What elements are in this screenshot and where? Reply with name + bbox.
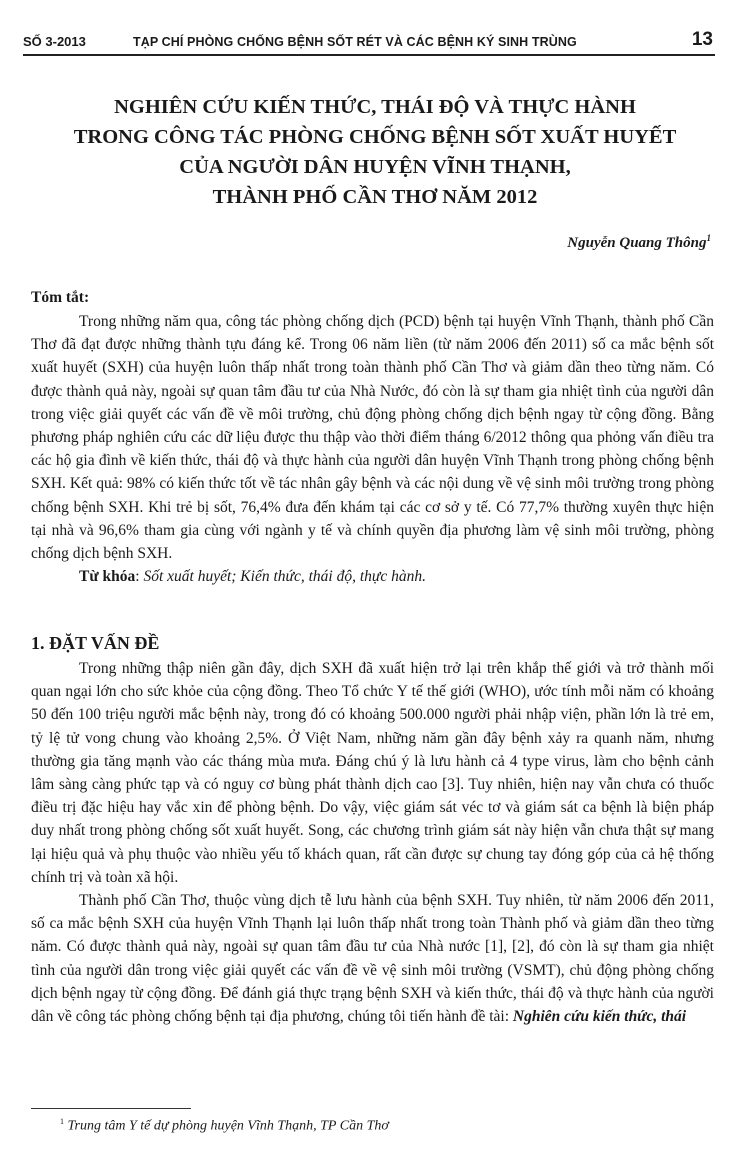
author-byline	[567, 233, 711, 252]
body-paragraph-text: Thành phố Cần Thơ, thuộc vùng dịch tễ lưu hành của bệnh SXH. Tuy nhiên, từ năm 2006 đến 2011, số ca mắc bệnh SXH của huyện Vĩnh Thạnh lại luôn thấp nhất trong toàn Thành phố và giảm dần theo từng năm. Có được thành quả này, ngoài sự quan tâm đầu tư của Nhà nước [1], [2], đó còn là sự tham gia nhiệt tình của người dân trong việc giải quyết các vấn đề về vệ sinh môi trường (VSMT), chủ động phòng chống dịch bệnh ngay từ cộng đồng. Để đánh giá thực trạng bệnh SXH và kiến thức, thái độ và thực hành của người dân về công tác phòng chống bệnh tại địa phương, chúng tôi tiến hành đề tài:	[31, 892, 714, 1026]
keywords-separator: :	[135, 568, 144, 586]
abstract-text: Trong những năm qua, công tác phòng chống dịch (PCD) bệnh tại huyện Vĩnh Thạnh, thành phố Cần Thơ đã đạt được những thành tựu đáng kể. Trong 06 năm liền (từ năm 2006 đến 2011) số ca mắc bệnh sốt xuất huyết (SXH) của huyện luôn thấp nhất trong toàn thành phố Cần Thơ và giảm dần theo từng năm. Có được thành quả này, ngoài sự quan tâm đầu tư của Nhà Nước, đó còn là sự tham gia nhiệt tình của người dân trong việc giải quyết các vấn đề về môi trường, chủ động phòng chống dịch bệnh ngay từ cộng đồng. Bằng phương pháp nghiên cứu các dữ liệu được thu thập vào thời điểm tháng 6/2012 thông qua phỏng vấn điều tra các hộ gia đình về kiến thức, thái độ và thực hành của người dân huyện Vĩnh Thạnh trong phòng chống bệnh SXH. Kết quả: 98% có kiến thức tốt về tác nhân gây bệnh và các nội dung về vệ sinh môi trường trong phòng chống bệnh SXH. Khi trẻ bị sốt, 76,4% đưa đến khám tại các cơ sở y tế. Có 77,7% thường xuyên thực hiện tại nhà và 96,6% tham gia cùng với ngành y tế và chính quyền địa phương làm vệ sinh môi trường, phòng chống dịch bệnh SXH.	[31, 313, 714, 563]
title-line: NGHIÊN CỨU KIẾN THỨC, THÁI ĐỘ VÀ THỰC HÀNH	[114, 96, 636, 118]
title-line: TRONG CÔNG TÁC PHÒNG CHỐNG BỆNH SỐT XUẤT HUYẾT	[73, 126, 677, 148]
keywords-text: Sốt xuất huyết; Kiến thức, thái độ, thực hành.	[143, 568, 426, 586]
page-number: 13	[691, 29, 713, 50]
article-title	[30, 92, 720, 212]
abstract-heading: Tóm tắt:	[31, 289, 90, 306]
footnote-mark: 1	[60, 1117, 64, 1126]
body-paragraph: Trong những thập niên gần đây, dịch SXH đã xuất hiện trở lại trên khắp thế giới và trở thành mối quan ngại lớn cho sức khỏe của cộng đồng. Theo Tổ chức Y tế thế giới (WHO), ước tính mỗi năm có khoảng 50 đến 100 triệu người mắc bệnh này, trong đó có khoảng 500.000 người phải nhập viện, phần lớn là trẻ em, tỷ lệ tử vong chung vào khoảng 2,5%. Ở Việt Nam, những năm gần đây bệnh xảy ra quanh năm, nhưng thường gia tăng mạnh vào các tháng mùa mưa. Đáng chú ý là lưu hành cả 4 type virus, làm cho bệnh cảnh lâm sàng càng phức tạp và có nguy cơ bùng phát thành dịch cao [3]. Tuy nhiên, hiện nay vẫn chưa có thuốc điều trị đặc hiệu hay vắc xin để phòng bệnh. Do vậy, việc giám sát véc tơ và giám sát ca bệnh là biện pháp duy nhất trong phòng chống sốt xuất huyết. Song, các chương trình giám sát này hiện vẫn chưa thật sự mang lại hiệu quả và phụ thuộc vào nhiều yếu tố khách quan, rất cần được sự chung tay đóng góp của cả hệ thống chính trị và toàn xã hội.	[31, 660, 714, 886]
abstract-body	[31, 310, 714, 588]
title-line: THÀNH PHỐ CẦN THƠ NĂM 2012	[212, 186, 538, 208]
body-paragraph	[31, 889, 714, 1028]
issue-label: SỐ 3-2013	[23, 34, 86, 49]
footnote	[60, 1117, 389, 1135]
author-name: Nguyễn Quang Thông	[567, 235, 707, 251]
keywords-line	[31, 565, 714, 588]
running-header	[23, 26, 715, 56]
journal-title: TẠP CHÍ PHÒNG CHỐNG BỆNH SỐT RÉT VÀ CÁC BỆNH KÝ SINH TRÙNG	[133, 35, 577, 49]
footnote-divider	[31, 1108, 191, 1109]
title-line: CỦA NGƯỜI DÂN HUYỆN VĨNH THẠNH,	[179, 156, 571, 178]
section-heading: 1. ĐẶT VẤN ĐỀ	[31, 633, 160, 653]
author-affiliation-mark: 1	[706, 233, 711, 243]
keywords-label: Từ khóa	[79, 568, 136, 586]
footnote-text: Trung tâm Y tế dự phòng huyện Vĩnh Thạnh, TP Cần Thơ	[67, 1118, 389, 1134]
study-title-italic: Nghiên cứu kiến thức, thái	[512, 1008, 687, 1026]
section-body	[31, 657, 714, 1028]
